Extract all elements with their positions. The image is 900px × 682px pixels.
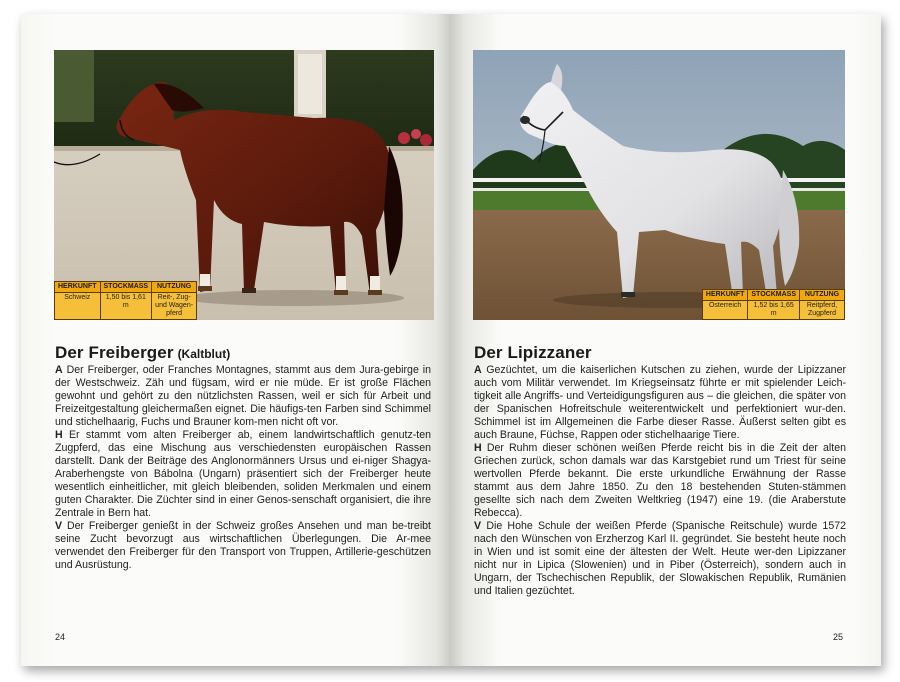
breed-description: [55, 364, 431, 572]
section-letter: V: [474, 520, 482, 532]
section-history: [55, 429, 431, 520]
breed-title: Der Lipizzaner: [474, 343, 592, 362]
header-herkunft: HERKUNFT: [702, 290, 748, 301]
right-page: [449, 14, 881, 666]
section-text: Der Ruhm dieser schönen weißen Pferde reicht bis in die Zeit der alten Griechen zurück, schon damals war das Karstgebiet rund um Triest für seine wertvollen Pferde bekannt. Die erste urkundliche Erwähnung der Rasse stammt aus dem Jahre 1850. Zu den 18 bestehenden Stuten-stämmen gesellte sich nach dem Zweiten Weltkrieg (1947) eine 19. (die Araberstute Rebecca).: [474, 442, 846, 519]
info-header-row: [55, 282, 197, 293]
value-nutzung: Reitpferd, Zugpferd: [800, 301, 845, 320]
header-stockmass: STOCKMASS: [748, 290, 800, 301]
section-letter: A: [474, 364, 482, 376]
section-text: Der Freiberger, oder Franches Montagnes, stammt aus dem Jura-gebirge in der Westschweiz. Zäh und fügsam, wird er nie müde. Er ist große Flächen gewohnt und gehört zu den nützlichsten Rassen, weil er sich für Arbeit und Freizeitgestaltung gleichermaßen eignet. Die häufigs-ten Farben sind Schimmel und stichelhaarig, Fuchs und Brauner kom-men nicht oft vor.: [55, 364, 431, 428]
page-number: 24: [55, 632, 66, 642]
section-use: [474, 520, 846, 598]
lipizzaner-photo: [473, 50, 845, 320]
info-value-row: [702, 301, 844, 320]
section-use: [55, 520, 431, 572]
page-title: [55, 337, 230, 365]
grey-horse-photo: [473, 50, 845, 320]
section-letter: H: [474, 442, 482, 454]
freiberger-info-table: [54, 281, 197, 320]
section-appearance: [55, 364, 431, 429]
header-stockmass: STOCKMASS: [100, 282, 152, 293]
breed-description: [474, 364, 846, 598]
breed-type-label: (Kaltblut): [177, 347, 231, 361]
value-nutzung: Reit-, Zug- und Wagen-pferd: [152, 293, 197, 320]
open-book: [21, 14, 881, 666]
header-nutzung: NUTZUNG: [152, 282, 197, 293]
chestnut-horse-photo: [54, 50, 434, 320]
section-text: Gezüchtet, um die kaiserlichen Kutschen zu ziehen, wurde der Lipizzaner auch vom Militär verwendet. Im Kriegseinsatz führte er mit spielender Leich-tigkeit alle Angriffs- und Verteidigungsfiguren aus – die gleichen, die später von der Spanischen Hofreitschule weiterentwickelt und perfektioniert wur-den. Schimmel ist im Allgemeinen die Farbe dieser Rasse. Äußerst selten gibt es auch Braune, Füchse, Rappen oder stichelhaarige Tiere.: [474, 364, 846, 441]
value-stockmass: 1,50 bis 1,61 m: [100, 293, 152, 320]
left-page: [21, 14, 449, 666]
breed-title: Der Freiberger: [55, 343, 174, 362]
section-text: Der Freiberger genießt in der Schweiz großes Ansehen und man be-treibt seine Zucht bevorzugt aus wirtschaftlichen Überlegungen. Die Ar-mee verwendet den Freiberger für den Transport von Truppen, Artillerie-geschützen und Ausrüstung.: [55, 520, 432, 571]
header-nutzung: NUTZUNG: [800, 290, 845, 301]
section-letter: H: [55, 429, 63, 441]
section-text: Die Hohe Schule der weißen Pferde (Spanische Reitschule) wurde 1572 nach den Wünschen von Erzherzog Karl II. gegründet. Sie besteht heute noch in Wien und ist somit eine der ältesten der Welt. Heute wer-den Lipizzaner nicht nur in Lipica (Slowenien) und in Piber (Österreich), sondern auch in Ungarn, der Tschechischen Republik, der Slowakischen Republik, Rumänien und Italien gezüchtet.: [474, 520, 847, 597]
freiberger-photo: [54, 50, 434, 320]
header-herkunft: HERKUNFT: [55, 282, 101, 293]
section-appearance: [474, 364, 846, 442]
value-herkunft: Österreich: [702, 301, 748, 320]
value-herkunft: Schweiz: [55, 293, 101, 320]
value-stockmass: 1,52 bis 1,65 m: [748, 301, 800, 320]
lipizzaner-info-table: [702, 289, 845, 320]
section-history: [474, 442, 846, 520]
info-header-row: [702, 290, 844, 301]
section-letter: A: [55, 364, 63, 376]
section-text: Er stammt vom alten Freiberger ab, einem landwirtschaftlich genutz-ten Zugpferd, das eine Mischung aus verschiedensten europäischen Rassen darstellt. Dank der Beiträge des Anglonormänners Ursus und ei-niger Shagya-Araberhengste von Bábolna (Ungarn) präsentiert sich der Freiberger heute wesentlich einheitlicher, mit gleich bleibenden, soliden Merkmalen und einem guten Charakter. Die Züchter sind in einer Genos-senschaft organisiert, die ihre Zentrale in Bern hat.: [55, 429, 431, 519]
page-number: 25: [832, 632, 843, 642]
page-title: [474, 337, 592, 365]
section-letter: V: [55, 520, 63, 532]
info-value-row: [55, 293, 197, 320]
